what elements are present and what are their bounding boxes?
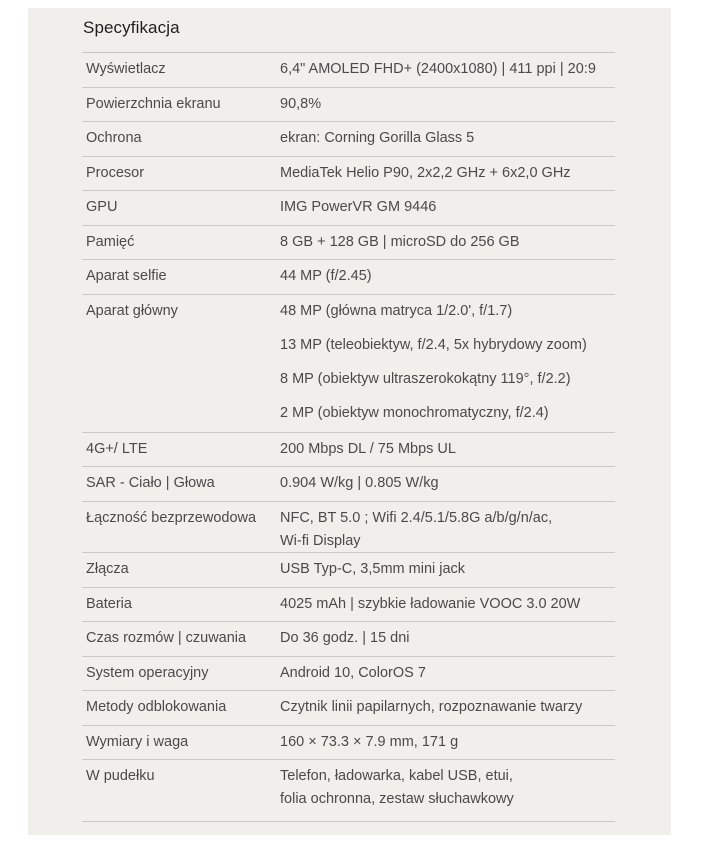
spec-row [82,760,615,822]
spec-label: Aparat selfie [86,268,167,284]
spec-value-line: Do 36 godz. | 15 dni [280,630,410,646]
spec-value [280,553,615,587]
spec-label: Metody odblokowania [86,699,227,715]
spec-value-line: 48 MP (główna matryca 1/2.0', f/1.7) [280,303,513,319]
spec-value-line: Wi-fi Display [280,533,361,549]
spec-value [280,622,615,656]
spec-label: Aparat główny [86,303,178,319]
spec-label: 4G+/ LTE [86,441,148,457]
spec-value [280,260,615,294]
spec-value-line: 0.904 W/kg | 0.805 W/kg [280,475,439,491]
spec-row [82,226,615,260]
spec-value-line: 4025 mAh | szybkie ładowanie VOOC 3.0 20W [280,596,581,612]
spec-value-line: 44 MP (f/2.45) [280,268,372,284]
spec-label: Złącza [86,561,129,577]
spec-row [82,53,615,88]
spec-label: Bateria [86,596,132,612]
spec-row [82,157,615,191]
spec-row [82,502,615,553]
spec-value-line: IMG PowerVR GM 9446 [280,199,437,215]
spec-label: Procesor [86,165,145,181]
spec-value-line: 6,4" AMOLED FHD+ (2400x1080) | 411 ppi | 20:9 [280,61,596,77]
spec-row [82,657,615,691]
spec-label: W pudełku [86,768,155,784]
spec-value-line: Android 10, ColorOS 7 [280,665,426,681]
spec-table [82,53,615,822]
spec-value [280,88,615,121]
spec-value [280,657,615,690]
spec-value [280,295,615,432]
spec-row [82,191,615,226]
spec-value [280,691,615,725]
spec-label: Powierzchnia ekranu [86,96,221,112]
spec-value-line: Telefon, ładowarka, kabel USB, etui, [280,768,513,784]
spec-row [82,88,615,122]
spec-label: Pamięć [86,234,135,250]
spec-value-line: 90,8% [280,96,322,112]
spec-value [280,226,615,259]
spec-label: Wyświetlacz [86,61,166,77]
spec-row [82,691,615,726]
spec-value [280,467,615,501]
spec-value [280,157,615,190]
spec-value [280,502,615,552]
spec-value-line: NFC, BT 5.0 ; Wifi 2.4/5.1/5.8G a/b/g/n/ac, [280,510,553,526]
spec-value-line: MediaTek Helio P90, 2x2,2 GHz + 6x2,0 GHz [280,165,571,181]
spec-row [82,588,615,622]
spec-row [82,122,615,157]
spec-value [280,122,615,156]
spec-value [280,191,615,225]
spec-label: System operacyjny [86,665,209,681]
spec-row [82,260,615,295]
spec-value-line: 2 MP (obiektyw monochromatyczny, f/2.4) [280,405,549,421]
spec-value [280,726,615,759]
spec-value-line: 8 GB + 128 GB | microSD do 256 GB [280,234,520,250]
spec-value-line: 200 Mbps DL / 75 Mbps UL [280,441,456,457]
spec-row [82,726,615,760]
spec-row [82,467,615,502]
section-title: Specyfikacja [83,18,180,37]
spec-row [82,433,615,467]
spec-value-line: ekran: Corning Gorilla Glass 5 [280,130,475,146]
spec-value-line: 13 MP (teleobiektyw, f/2.4, 5x hybrydowy zoom) [280,337,587,353]
spec-value-line: 160 × 73.3 × 7.9 mm, 171 g [280,734,459,750]
spec-label: SAR - Ciało | Głowa [86,475,215,491]
spec-value-line: Czytnik linii papilarnych, rozpoznawanie twarzy [280,699,583,715]
spec-label: Łączność bezprzewodowa [86,510,257,526]
spec-value [280,433,615,466]
spec-row [82,622,615,657]
spec-row [82,295,615,433]
spec-row [82,553,615,588]
spec-label: Czas rozmów | czuwania [86,630,247,646]
spec-value-line: USB Typ-C, 3,5mm mini jack [280,561,466,577]
spec-label: GPU [86,199,118,215]
spec-value-line: 8 MP (obiektyw ultraszerokokątny 119°, f/2.2) [280,371,571,387]
spec-value-line: folia ochronna, zestaw słuchawkowy [280,791,514,807]
spec-value [280,588,615,621]
spec-label: Ochrona [86,130,142,146]
spec-value [280,53,615,87]
spec-value [280,760,615,821]
spec-label: Wymiary i waga [86,734,189,750]
